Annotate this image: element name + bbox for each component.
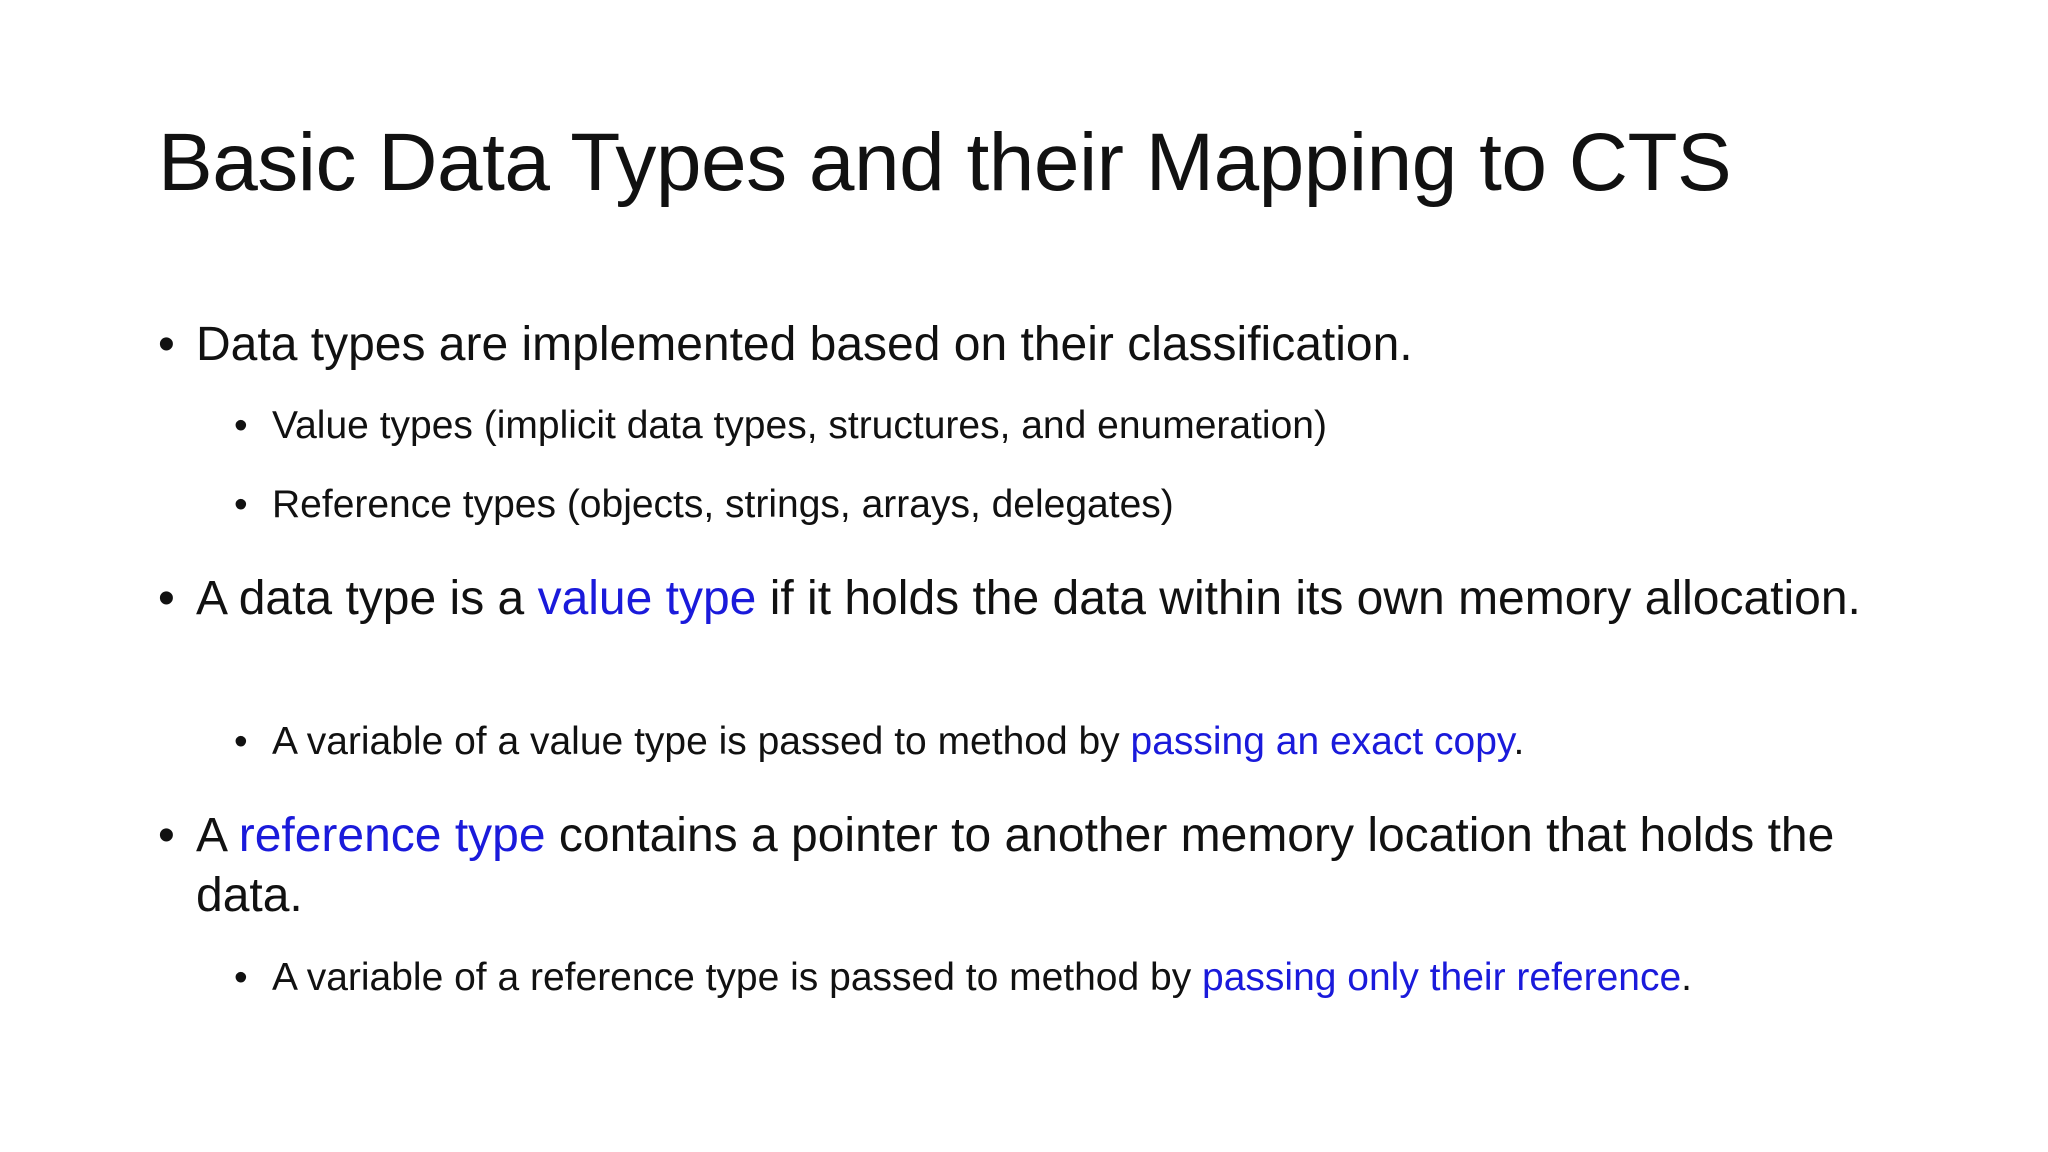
bullet-icon: •: [158, 809, 175, 862]
sub-bullet-text: Value types (implicit data types, structures, and enumeration): [272, 404, 1327, 447]
bullet-text: Data types are implemented based on their classification.: [196, 318, 1413, 371]
bullet-item: [158, 806, 1918, 926]
sub-bullet-item: [234, 953, 1914, 1003]
text-run: .: [1681, 956, 1692, 999]
sub-bullet-text: [272, 717, 1914, 767]
bullet-item: [158, 315, 1918, 375]
bullet-text: [196, 569, 1918, 629]
bullet-icon: •: [158, 318, 175, 371]
text-run: A: [196, 809, 239, 862]
sub-bullet-item: [234, 401, 1914, 451]
highlight-term: value type: [537, 572, 757, 625]
sub-bullet-text: [272, 953, 1914, 1003]
text-run: A data type is a: [196, 572, 538, 625]
bullet-item: [158, 569, 1918, 629]
text-run: contains a pointer to another memory location that holds the data.: [196, 809, 1835, 922]
sub-bullet-item: [234, 717, 1914, 767]
slide-title: Basic Data Types and their Mapping to CTS: [158, 117, 1732, 208]
bullet-icon: •: [158, 572, 175, 625]
bullet-text: [196, 806, 1918, 926]
bullet-icon: •: [234, 404, 248, 447]
highlight-term: passing an exact copy: [1130, 720, 1514, 763]
text-run: .: [1513, 720, 1525, 763]
text-run: if it holds the data within its own memory allocation.: [756, 572, 1861, 625]
sub-bullet-item: [234, 480, 1914, 530]
text-run: A variable of a reference type is passed to method by: [272, 956, 1203, 999]
text-run: A variable of a value type is passed to method by: [272, 720, 1131, 763]
sub-bullet-text: Reference types (objects, strings, arrays, delegates): [272, 483, 1174, 526]
highlight-term: passing only their reference: [1202, 956, 1682, 999]
highlight-term: reference type: [238, 809, 546, 862]
bullet-icon: •: [234, 483, 248, 526]
bullet-icon: •: [234, 956, 248, 999]
bullet-icon: •: [234, 720, 248, 763]
